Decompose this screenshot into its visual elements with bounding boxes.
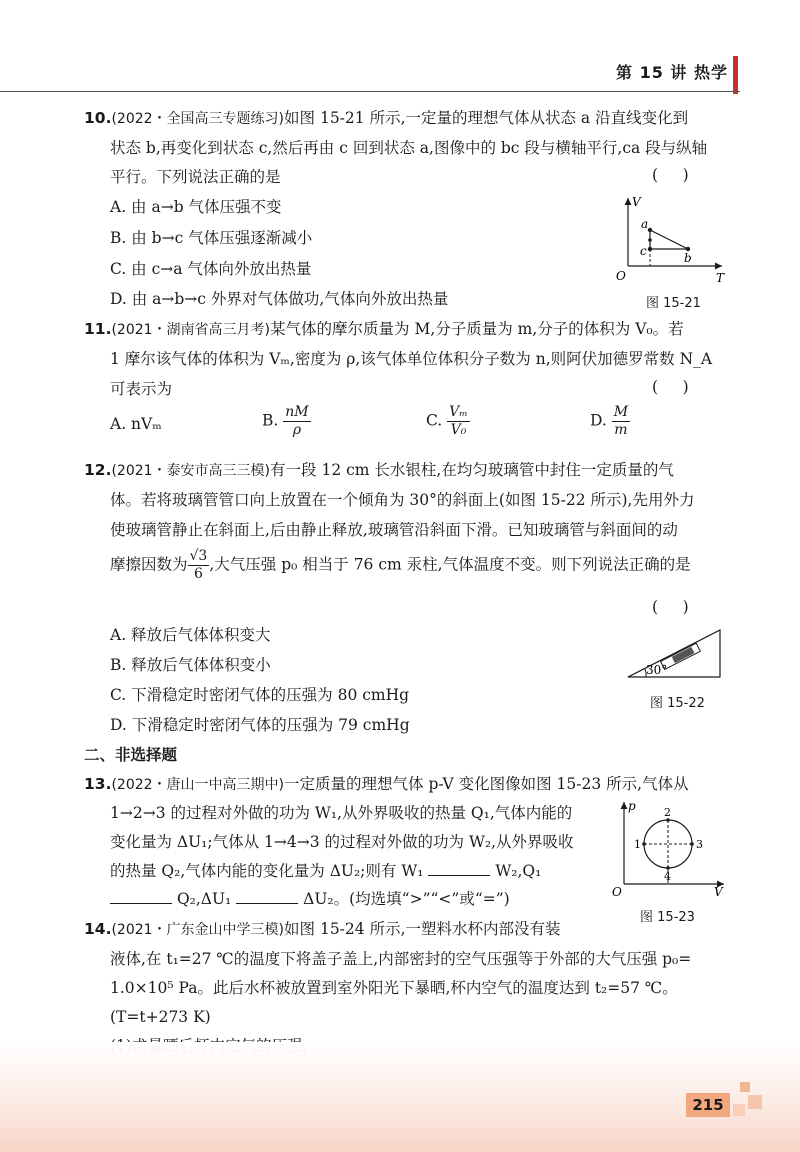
header-rule <box>0 91 740 92</box>
q12-friction-fraction <box>188 548 210 583</box>
chapter-header: 第 15 讲 热学 <box>616 63 728 82</box>
answer-blank-1[interactable] <box>428 861 490 876</box>
q12-text-1: 有一段 12 cm 长水银柱,在均匀玻璃管中封住一定质量的气 <box>270 461 674 479</box>
section-title: 二、非选择题 <box>84 746 178 764</box>
label-c: c <box>640 244 647 258</box>
q14-number: 14. <box>84 920 112 938</box>
q12-option-b[interactable]: B. 释放后气体体积变小 <box>110 656 271 674</box>
p-axis-label: p <box>628 799 636 813</box>
page-number: 215 <box>686 1093 730 1117</box>
q11-text-3: 可表示为 <box>110 380 173 398</box>
q14-source: (2021・广东金山中学三模) <box>111 922 285 938</box>
q12-frac-den: 6 <box>193 566 203 582</box>
q13-text-5-b: ΔU₂。(均选填“>”“<”或“=”) <box>303 890 510 908</box>
q10-option-b[interactable]: B. 由 b→c 气体压强逐渐减小 <box>110 229 313 247</box>
q14-text-2: 液体,在 t₁=27 ℃的温度下将盖子盖上,内部密封的空气压强等于外部的大气压强 p₀= <box>110 950 692 968</box>
q11-option-c-label: C. <box>426 411 443 430</box>
q10-text-3: 平行。下列说法正确的是 <box>110 168 281 186</box>
q11-option-d[interactable] <box>590 404 630 439</box>
t-axis-label: T <box>716 271 725 285</box>
footer-gradient <box>0 1042 800 1152</box>
q12-text-3: 使玻璃管静止在斜面上,后由静止释放,玻璃管沿斜面下滑。已知玻璃管与斜面间的动 <box>110 521 678 539</box>
q14-text-1: 如图 15-24 所示,一塑料水杯内部没有装 <box>284 920 561 938</box>
q13-text-1: 一定质量的理想气体 p-V 变化图像如图 15-23 所示,气体从 <box>284 775 689 793</box>
q13-text-5-a: Q₂,ΔU₁ <box>176 890 232 908</box>
q12-line1 <box>84 459 674 482</box>
q12-option-c[interactable]: C. 下滑稳定时密闭气体的压强为 80 cmHg <box>110 686 410 704</box>
q11-b-num: nM <box>285 404 309 420</box>
q11-c-num: Vₘ <box>449 404 468 420</box>
q11-text-2: 1 摩尔该气体的体积为 Vₘ,密度为 ρ,该气体单位体积分子数为 n,则阿伏加德罗常数 N_A <box>110 350 713 368</box>
q10-text-2: 状态 b,再变化到状态 c,然后再由 c 回到状态 a,图像中的 bc 段与横轴平行,ca 段与纵轴 <box>110 139 708 157</box>
q14-line1 <box>84 918 561 941</box>
q11-line1 <box>84 318 684 341</box>
q11-b-den: ρ <box>292 422 302 438</box>
q10-option-c[interactable]: C. 由 c→a 气体向外放出热量 <box>110 260 312 278</box>
q13-text-2: 1→2→3 的过程对外做的功为 W₁,从外界吸收的热量 Q₁,气体内能的 <box>110 804 573 822</box>
fig-15-22-caption: 图 15-22 <box>650 696 705 711</box>
q11-option-b-fraction <box>283 404 310 439</box>
q11-option-d-fraction <box>612 404 630 439</box>
q13-number: 13. <box>84 775 112 793</box>
q13-text-3: 变化量为 ΔU₁;气体从 1→4→3 的过程对外做的功为 W₂,从外界吸收 <box>110 833 574 851</box>
q13-text-4-a: 的热量 Q₂,气体内能的变化量为 ΔU₂;则有 W₁ <box>110 862 424 880</box>
q14-text-3: 1.0×10⁵ Pa。此后水杯被放置到室外阳光下暴晒,杯内空气的温度达到 t₂=57 ℃。 <box>110 979 678 997</box>
label-3: 3 <box>696 838 703 851</box>
q11-option-b[interactable] <box>262 404 311 439</box>
q12-answer-paren: ( ) <box>652 598 689 616</box>
angle-label: 30° <box>646 663 668 677</box>
q10-option-a[interactable]: A. 由 a→b 气体压强不变 <box>110 198 282 216</box>
q11-number: 11. <box>84 320 112 338</box>
incline-triangle <box>628 630 720 677</box>
q14-text-4: (T=t+273 K) <box>110 1008 211 1026</box>
label-a: a <box>641 217 649 231</box>
header-accent-bar <box>733 56 738 94</box>
q13-source: (2022・唐山一中高三期中) <box>111 777 285 793</box>
fig-15-22-incline <box>620 622 730 682</box>
q10-number: 10. <box>84 109 112 127</box>
q11-source: (2021・湖南省高三月考) <box>111 322 271 338</box>
fig-15-21-vt-graph <box>610 192 730 287</box>
q10-option-d[interactable]: D. 由 a→b→c 外界对气体做功,气体向外放出热量 <box>110 290 449 308</box>
label-2: 2 <box>664 806 671 819</box>
point-c <box>648 247 652 251</box>
q11-option-a[interactable]: A. nVₘ <box>110 415 162 433</box>
q11-option-d-label: D. <box>590 411 607 430</box>
label-b: b <box>684 251 692 265</box>
label-4: 4 <box>664 870 671 883</box>
q11-option-c-fraction <box>447 404 470 439</box>
q11-option-c[interactable] <box>426 404 470 439</box>
q11-answer-paren: ( ) <box>652 378 689 396</box>
q11-text-1: 某气体的摩尔质量为 M,分子质量为 m,分子的体积为 V₀。若 <box>270 320 684 338</box>
answer-blank-2[interactable] <box>110 889 172 904</box>
q12-text-4 <box>110 548 691 583</box>
q10-source: (2022・全国高三专题练习) <box>111 111 285 127</box>
label-1: 1 <box>634 838 641 851</box>
q13-text-4 <box>110 860 541 882</box>
fig-15-21-caption: 图 15-21 <box>646 296 701 311</box>
point-a <box>648 228 652 232</box>
q12-option-a[interactable]: A. 释放后气体体积变大 <box>110 626 271 644</box>
deco-square-3 <box>733 1104 745 1116</box>
q10-text-1: 如图 15-21 所示,一定量的理想气体从状态 a 沿直线变化到 <box>284 109 689 127</box>
fig-15-23-pv-graph <box>608 796 730 900</box>
origin-label: O <box>616 269 626 283</box>
q12-frac-num: √3 <box>189 548 208 564</box>
q10-answer-paren: ( ) <box>652 166 689 184</box>
q10-line1 <box>84 107 688 130</box>
q12-option-d[interactable]: D. 下滑稳定时密闭气体的压强为 79 cmHg <box>110 716 410 734</box>
q12-text-2: 体。若将玻璃管管口向上放置在一个倾角为 30°的斜面上(如图 15-22 所示),先用外力 <box>110 491 695 509</box>
q11-option-b-label: B. <box>262 411 279 430</box>
q11-c-den: V₀ <box>450 422 467 438</box>
point-mid <box>648 238 652 242</box>
deco-square-2 <box>748 1095 762 1109</box>
q12-text-4-post: ,大气压强 p₀ 相当于 76 cm 汞柱,气体温度不变。则下列说法正确的是 <box>209 555 691 574</box>
state-1 <box>642 842 646 846</box>
q12-text-4-pre: 摩擦因数为 <box>110 555 188 574</box>
q13-text-4-b: W₂,Q₁ <box>495 862 542 880</box>
deco-square-1 <box>740 1082 750 1092</box>
fig-15-23-caption: 图 15-23 <box>640 910 695 925</box>
answer-blank-3[interactable] <box>236 889 298 904</box>
segment-ab <box>650 230 688 249</box>
q13-line1 <box>84 773 689 796</box>
v-axis-label: V <box>714 885 723 899</box>
q12-number: 12. <box>84 461 112 479</box>
origin-label: O <box>612 885 622 899</box>
q11-d-den: m <box>614 422 628 438</box>
q13-text-5 <box>110 888 510 910</box>
q11-d-num: M <box>613 404 629 420</box>
q12-source: (2021・泰安市高三三模) <box>111 463 271 479</box>
v-axis-label: V <box>632 195 641 209</box>
state-3 <box>690 842 694 846</box>
